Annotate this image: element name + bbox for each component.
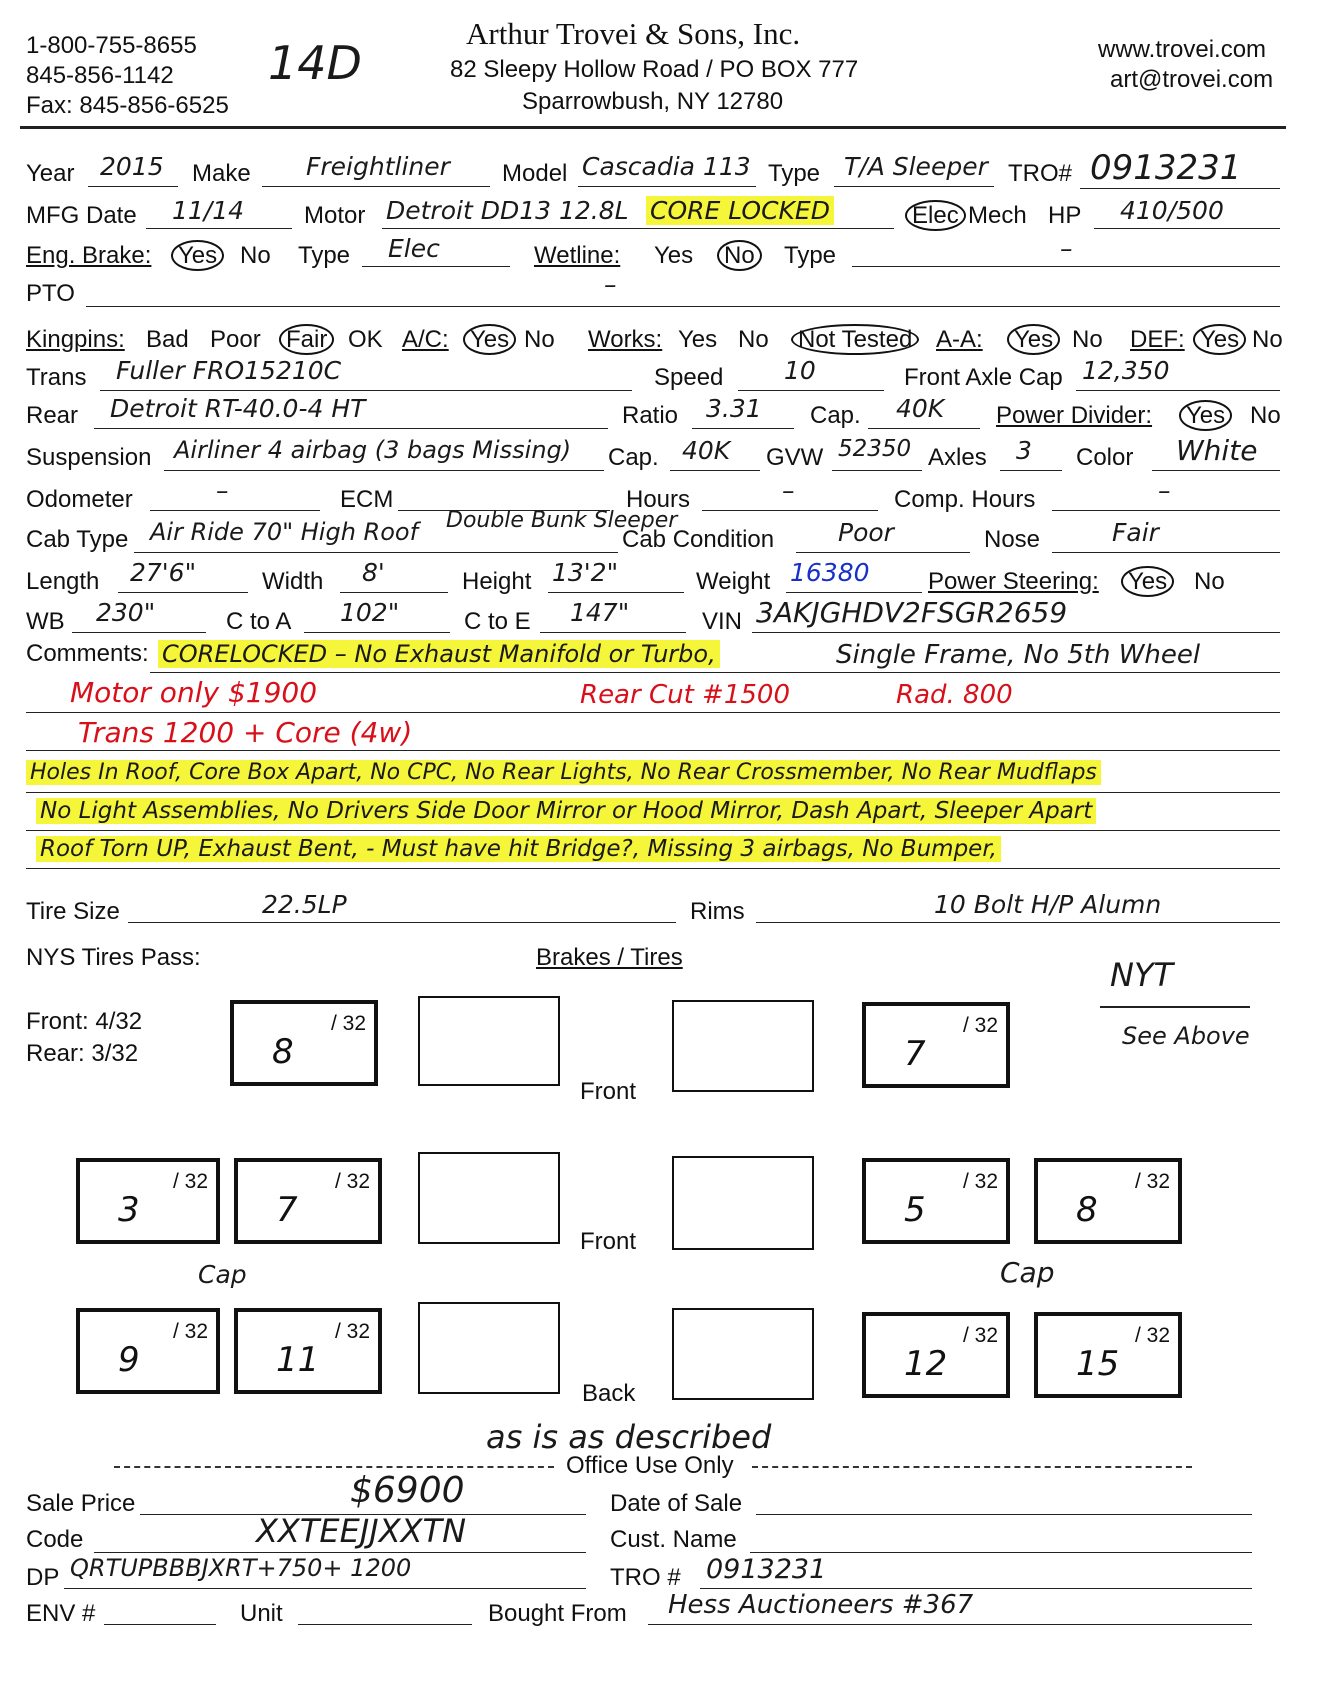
label-aa: A-A: xyxy=(936,326,983,353)
value-gvw: 52350 xyxy=(838,436,912,462)
label-mech: Mech xyxy=(968,202,1027,229)
value-vin: 3AKJGHDV2FSGR2659 xyxy=(756,596,1068,629)
aa-yes: Yes xyxy=(1014,326,1053,354)
label-front-axle-2: Front xyxy=(580,1228,637,1255)
label-date-of-sale: Date of Sale xyxy=(610,1490,743,1517)
label-brakes-tires: Brakes / Tires xyxy=(536,944,683,971)
line-date-of-sale xyxy=(756,1514,1252,1515)
value-rims: 10 Bolt H/P Alumn xyxy=(934,890,1162,919)
value-comp-hours: – xyxy=(1158,476,1171,505)
label-wetline-type: Type xyxy=(784,242,837,269)
line-comments-6 xyxy=(26,868,1280,869)
value-ratio: 3.31 xyxy=(706,394,762,423)
phone-1: 1-800-755-8655 xyxy=(26,32,197,59)
label-sale-price: Sale Price xyxy=(26,1490,136,1517)
label-pto: PTO xyxy=(26,280,75,307)
line-rims xyxy=(756,922,1280,923)
line-cust-name xyxy=(750,1552,1252,1553)
label-rear-cap: Cap. xyxy=(810,402,861,429)
line-unit xyxy=(298,1624,472,1625)
label-hp: HP xyxy=(1048,202,1082,229)
line-vin xyxy=(752,632,1280,633)
value-model: Cascadia 113 xyxy=(582,152,751,181)
value-tire-size: 22.5LP xyxy=(262,890,347,919)
note-cap-left: Cap xyxy=(198,1260,247,1289)
label-eng-brake: Eng. Brake: xyxy=(26,242,152,269)
line-ratio xyxy=(692,428,794,429)
line-color xyxy=(1152,470,1280,471)
label-model: Model xyxy=(502,160,568,187)
value-trans: Fuller FRO15210C xyxy=(116,356,342,385)
line-front-axle-cap xyxy=(1076,390,1280,391)
label-front-axle-1: Front xyxy=(580,1078,637,1105)
value-type: T/A Sleeper xyxy=(844,152,988,181)
label-kingpins: Kingpins: xyxy=(26,326,125,353)
value-axles: 3 xyxy=(1016,436,1032,465)
value-bought-from: Hess Auctioneers #367 xyxy=(668,1590,974,1620)
line-cab-condition xyxy=(796,552,970,553)
label-tro: TRO# xyxy=(1008,160,1073,187)
line-model xyxy=(578,186,756,187)
label-rear: Rear xyxy=(26,402,79,429)
note-trans-price: Trans 1200 + Core (4w) xyxy=(78,716,413,749)
line-eng-brake-type xyxy=(362,266,510,267)
label-dp: DP xyxy=(26,1564,60,1591)
line-tire-size xyxy=(128,922,676,923)
tire-box-mid-outer-left[interactable]: / 32 3 xyxy=(76,1158,220,1244)
label-tire-size: Tire Size xyxy=(26,898,120,925)
value-nose: Fair xyxy=(1112,518,1159,547)
label-rims: Rims xyxy=(690,898,745,925)
works-no: No xyxy=(738,326,769,353)
line-motor xyxy=(382,228,894,229)
tire-box-mid-outer-right[interactable]: / 32 8 xyxy=(1034,1158,1182,1244)
label-bought-from: Bought From xyxy=(488,1600,627,1627)
line-trans xyxy=(100,390,632,391)
ac-yes: Yes xyxy=(470,326,509,354)
value-color: White xyxy=(1176,434,1258,467)
label-ecm: ECM xyxy=(340,486,394,513)
line-nose xyxy=(1052,552,1280,553)
comments-line-1b: Single Frame, No 5th Wheel xyxy=(836,640,1201,670)
label-wb: WB xyxy=(26,608,65,635)
line-axles xyxy=(1000,470,1062,471)
label-width: Width xyxy=(262,568,324,595)
value-length: 27'6" xyxy=(130,558,197,587)
wetline-no: No xyxy=(724,242,755,270)
label-gvw: GVW xyxy=(766,444,824,471)
value-motor: Detroit DD13 12.8L xyxy=(386,196,629,225)
wetline-yes: Yes xyxy=(654,242,694,269)
value-code: XXTEEJJXXTN xyxy=(256,1512,467,1550)
line-height xyxy=(548,592,684,593)
line-weight xyxy=(786,592,922,593)
fax-number: Fax: 845-856-6525 xyxy=(26,92,229,119)
value-mfg-date: 11/14 xyxy=(172,196,245,225)
label-back-axle: Back xyxy=(582,1380,636,1407)
tire-box-front-left[interactable]: / 32 8 xyxy=(230,1000,378,1086)
label-elec: Elec xyxy=(912,202,959,230)
value-wetline-type: – xyxy=(1060,234,1073,263)
tire-box-mid-inner-left[interactable]: / 32 7 xyxy=(234,1158,382,1244)
label-motor: Motor xyxy=(304,202,366,229)
kingpins-bad: Bad xyxy=(146,326,189,353)
line-comments-4 xyxy=(26,792,1280,793)
line-comp-hours xyxy=(1052,510,1280,511)
tire-box-back-outer-right[interactable]: / 32 15 xyxy=(1034,1312,1182,1398)
label-front-axle-cap: Front Axle Cap xyxy=(904,364,1063,391)
label-cab-condition: Cab Condition xyxy=(622,526,775,553)
label-make: Make xyxy=(192,160,251,187)
line-length xyxy=(118,592,248,593)
label-eng-brake-type: Type xyxy=(298,242,351,269)
power-steering-yes: Yes xyxy=(1128,568,1167,596)
note-cap-right: Cap xyxy=(1000,1256,1055,1289)
tire-box-front-right[interactable]: / 32 7 xyxy=(862,1002,1010,1088)
label-c-to-a: C to A xyxy=(226,608,292,635)
value-width: 8' xyxy=(362,558,385,587)
label-odometer: Odometer xyxy=(26,486,133,513)
note-motor-price: Motor only $1900 xyxy=(70,676,318,709)
value-c-to-a: 102" xyxy=(340,598,400,627)
label-length: Length xyxy=(26,568,100,595)
value-rear: Detroit RT-40.0-4 HT xyxy=(110,394,366,423)
value-motor-note: CORE LOCKED xyxy=(646,196,834,225)
dash-right xyxy=(752,1466,1192,1468)
header-divider xyxy=(20,126,1286,129)
kingpins-poor: Poor xyxy=(210,326,261,353)
brake-box-front-left[interactable] xyxy=(418,996,560,1086)
label-def: DEF: xyxy=(1130,326,1185,353)
label-susp-cap: Cap. xyxy=(608,444,659,471)
label-nose: Nose xyxy=(984,526,1041,553)
value-speed: 10 xyxy=(784,356,816,385)
label-nys-tires-pass: NYS Tires Pass: xyxy=(26,944,201,971)
label-trans: Trans xyxy=(26,364,87,391)
value-susp-cap: 40K xyxy=(682,436,731,465)
label-hours: Hours xyxy=(626,486,691,513)
value-rear-cap: 40K xyxy=(896,394,945,423)
value-odometer: – xyxy=(216,476,229,505)
note-rad-price: Rad. 800 xyxy=(896,680,1013,710)
tire-box-back-outer-left[interactable]: / 32 9 xyxy=(76,1308,220,1394)
def-no: No xyxy=(1252,326,1283,353)
brake-box-front-right[interactable] xyxy=(672,1000,814,1092)
line-speed xyxy=(738,390,884,391)
line-c-to-e xyxy=(540,632,686,633)
line-suspension xyxy=(164,470,604,471)
dash-left xyxy=(114,1466,554,1468)
brake-box-mid-left[interactable] xyxy=(418,1152,560,1244)
label-ratio: Ratio xyxy=(622,402,679,429)
value-pto: – xyxy=(604,270,617,299)
label-comments: Comments: xyxy=(26,640,149,667)
power-steering-no: No xyxy=(1194,568,1225,595)
tire-box-back-inner-right[interactable]: / 32 12 xyxy=(862,1312,1010,1398)
label-office-use-only: Office Use Only xyxy=(566,1452,734,1479)
phone-2: 845-856-1142 xyxy=(26,62,174,89)
label-vin: VIN xyxy=(702,608,743,635)
address-line-1: 82 Sleepy Hollow Road / PO BOX 777 xyxy=(450,56,859,83)
label-wetline: Wetline: xyxy=(534,242,621,269)
eng-brake-yes: Yes xyxy=(178,242,217,270)
label-comp-hours: Comp. Hours xyxy=(894,486,1036,513)
value-c-to-e: 147" xyxy=(570,598,630,627)
note-rear-price: Rear Cut #1500 xyxy=(580,680,790,710)
value-eng-brake-type: Elec xyxy=(388,234,440,263)
note-nyt: NYT xyxy=(1110,956,1174,994)
kingpins-fair: Fair xyxy=(286,326,327,354)
line-nyt xyxy=(1100,1006,1250,1008)
def-yes: Yes xyxy=(1200,326,1239,354)
line-comments-1 xyxy=(150,672,1280,673)
label-type: Type xyxy=(768,160,821,187)
line-mfg-date xyxy=(146,228,292,229)
label-tro-office: TRO # xyxy=(610,1564,681,1591)
value-cab-type-note: Double Bunk Sleeper xyxy=(446,508,678,533)
value-make: Freightliner xyxy=(306,152,450,181)
comments-line-1: CORELOCKED – No Exhaust Manifold or Turbo, xyxy=(158,640,720,668)
line-hp xyxy=(1094,228,1280,229)
brake-box-back-right[interactable] xyxy=(672,1308,814,1400)
line-make xyxy=(262,186,490,187)
label-rear-requirement: Rear: 3/32 xyxy=(26,1040,139,1067)
value-tro-office: 0913231 xyxy=(706,1554,827,1585)
comments-line-3: No Light Assemblies, No Drivers Side Door Mirror or Hood Mirror, Dash Apart, Sleeper Apart xyxy=(36,798,1096,824)
eng-brake-no: No xyxy=(240,242,271,269)
label-axles: Axles xyxy=(928,444,987,471)
label-unit: Unit xyxy=(240,1600,283,1627)
works-yes: Yes xyxy=(678,326,718,353)
comments-line-4: Roof Torn UP, Exhaust Bent, - Must have hit Bridge?, Missing 3 airbags, No Bumper, xyxy=(36,836,1001,862)
label-power-steering: Power Steering: xyxy=(928,568,1099,595)
label-env: ENV # xyxy=(26,1600,96,1627)
value-year: 2015 xyxy=(100,152,164,181)
tire-box-mid-inner-right[interactable]: / 32 5 xyxy=(862,1158,1010,1244)
note-as-is: as is as described xyxy=(486,1418,772,1456)
kingpins-ok: OK xyxy=(348,326,383,353)
value-dp: QRTUPBBBJXRT+750+ 1200 xyxy=(70,1554,412,1582)
email: art@trovei.com xyxy=(1110,66,1274,93)
power-divider-no: No xyxy=(1250,402,1281,429)
line-width xyxy=(340,592,448,593)
label-code: Code xyxy=(26,1526,84,1553)
line-tro xyxy=(1080,188,1280,189)
label-front-requirement: Front: 4/32 xyxy=(26,1008,143,1035)
value-suspension: Airliner 4 airbag (3 bags Missing) xyxy=(174,436,572,464)
value-wb: 230" xyxy=(96,598,156,627)
label-height: Height xyxy=(462,568,532,595)
value-height: 13'2" xyxy=(552,558,619,587)
label-speed: Speed xyxy=(654,364,724,391)
line-env xyxy=(104,1624,216,1625)
aa-no: No xyxy=(1072,326,1103,353)
value-cab-condition: Poor xyxy=(838,518,894,547)
label-cust-name: Cust. Name xyxy=(610,1526,737,1553)
address-line-2: Sparrowbush, NY 12780 xyxy=(522,88,784,115)
line-code xyxy=(94,1552,586,1553)
brake-box-mid-right[interactable] xyxy=(672,1156,814,1250)
value-sale-price: $6900 xyxy=(350,1470,465,1511)
line-type xyxy=(834,186,994,187)
value-weight: 16380 xyxy=(790,558,870,587)
tire-box-back-inner-left[interactable]: / 32 11 xyxy=(234,1308,382,1394)
label-suspension: Suspension xyxy=(26,444,152,471)
label-works: Works: xyxy=(588,326,663,353)
label-color: Color xyxy=(1076,444,1134,471)
label-mfg-date: MFG Date xyxy=(26,202,137,229)
line-hours xyxy=(702,510,878,511)
comments-line-2: Holes In Roof, Core Box Apart, No CPC, No Rear Lights, No Rear Crossmember, No Rear Mudflaps xyxy=(26,760,1101,785)
handwritten-code: 14D xyxy=(268,36,362,90)
value-cab-type: Air Ride 70" High Roof xyxy=(150,518,419,546)
power-divider-yes: Yes xyxy=(1186,402,1225,430)
line-gvw xyxy=(832,470,922,471)
label-ac: A/C: xyxy=(402,326,449,353)
company-name: Arthur Trovei & Sons, Inc. xyxy=(466,16,801,51)
note-see-above: See Above xyxy=(1122,1022,1250,1050)
value-hp: 410/500 xyxy=(1120,196,1224,225)
value-tro: 0913231 xyxy=(1090,148,1242,188)
line-dp xyxy=(64,1588,586,1589)
line-odometer xyxy=(150,510,320,511)
label-weight: Weight xyxy=(696,568,771,595)
value-front-axle-cap: 12,350 xyxy=(1082,356,1170,385)
line-bought-from xyxy=(648,1624,1252,1625)
line-rear-cap xyxy=(868,428,980,429)
brake-box-back-left[interactable] xyxy=(418,1302,560,1394)
website: www.trovei.com xyxy=(1098,36,1267,63)
label-cab-type: Cab Type xyxy=(26,526,129,553)
line-cab-type xyxy=(134,552,618,553)
line-susp-cap xyxy=(670,470,760,471)
label-year: Year xyxy=(26,160,75,187)
label-c-to-e: C to E xyxy=(464,608,531,635)
line-year xyxy=(88,186,178,187)
works-not-tested: Not Tested xyxy=(798,326,912,354)
line-comments-3 xyxy=(26,750,1280,751)
line-comments-5 xyxy=(26,830,1280,831)
line-wetline-type xyxy=(852,266,1280,267)
ac-no: No xyxy=(524,326,555,353)
line-tro-office xyxy=(700,1588,1252,1589)
line-comments-2 xyxy=(26,712,1280,713)
label-power-divider: Power Divider: xyxy=(996,402,1153,429)
value-hours: – xyxy=(782,476,795,505)
line-c-to-a xyxy=(304,632,450,633)
line-pto xyxy=(86,306,1280,307)
line-rear xyxy=(94,428,608,429)
line-wb xyxy=(72,632,206,633)
